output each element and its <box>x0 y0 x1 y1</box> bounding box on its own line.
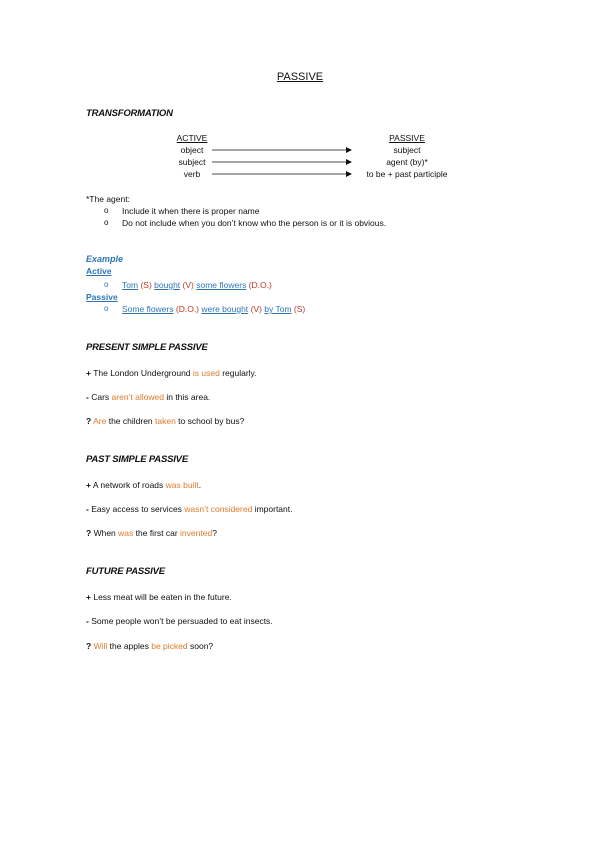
present-simple-heading: PRESENT SIMPLE PASSIVE <box>86 342 208 353</box>
active-object: object <box>180 145 204 155</box>
present-negative-sentence: - Cars aren’t allowed in this area. <box>86 392 211 402</box>
agent-note-bullet: Do not include when you don’t know who the person is or it is obvious. <box>122 218 387 228</box>
passive-subject: subject <box>393 145 421 155</box>
passive-header: PASSIVE <box>389 133 425 143</box>
present-question-sentence: ? Are the children taken to school by bus? <box>86 416 245 426</box>
agent-note-title: *The agent: <box>86 194 130 204</box>
arrow-icon <box>212 158 352 166</box>
bullet-icon: o <box>104 304 109 313</box>
past-negative-sentence: - Easy access to services wasn’t considered important. <box>86 504 293 514</box>
bullet-icon: o <box>104 280 109 289</box>
active-header: ACTIVE <box>176 133 208 143</box>
bullet-icon: o <box>104 218 109 227</box>
bullet-icon: o <box>104 206 109 215</box>
arrow-icon <box>212 146 352 154</box>
passive-agent: agent (by)* <box>386 157 428 167</box>
active-verb: verb <box>183 169 201 179</box>
past-positive-sentence: + A network of roads was built. <box>86 480 202 490</box>
passive-verb: to be + past participle <box>366 169 448 179</box>
active-label: Active <box>86 266 112 276</box>
past-simple-heading: PAST SIMPLE PASSIVE <box>86 454 188 465</box>
active-subject: subject <box>178 157 206 167</box>
past-question-sentence: ? When was the first car invented? <box>86 528 217 538</box>
transformation-heading: TRANSFORMATION <box>86 108 173 119</box>
page-title: PASSIVE <box>276 71 324 83</box>
future-question-sentence: ? Will the apples be picked soon? <box>86 641 214 651</box>
passive-label: Passive <box>86 292 118 302</box>
future-positive-sentence: + Less meat will be eaten in the future. <box>86 592 232 602</box>
active-example-sentence: Tom (S) bought (V) some flowers (D.O.) <box>122 280 272 290</box>
future-negative-sentence: - Some people won’t be persuaded to eat insects. <box>86 616 273 626</box>
agent-note-bullet: Include it when there is proper name <box>122 206 260 216</box>
example-title: Example <box>86 254 124 264</box>
future-heading: FUTURE PASSIVE <box>86 566 165 577</box>
arrow-icon <box>212 170 352 178</box>
passive-example-sentence: Some flowers (D.O.) were bought (V) by Tom (S) <box>122 304 306 314</box>
present-positive-sentence: + The London Underground is used regularly. <box>86 368 257 378</box>
